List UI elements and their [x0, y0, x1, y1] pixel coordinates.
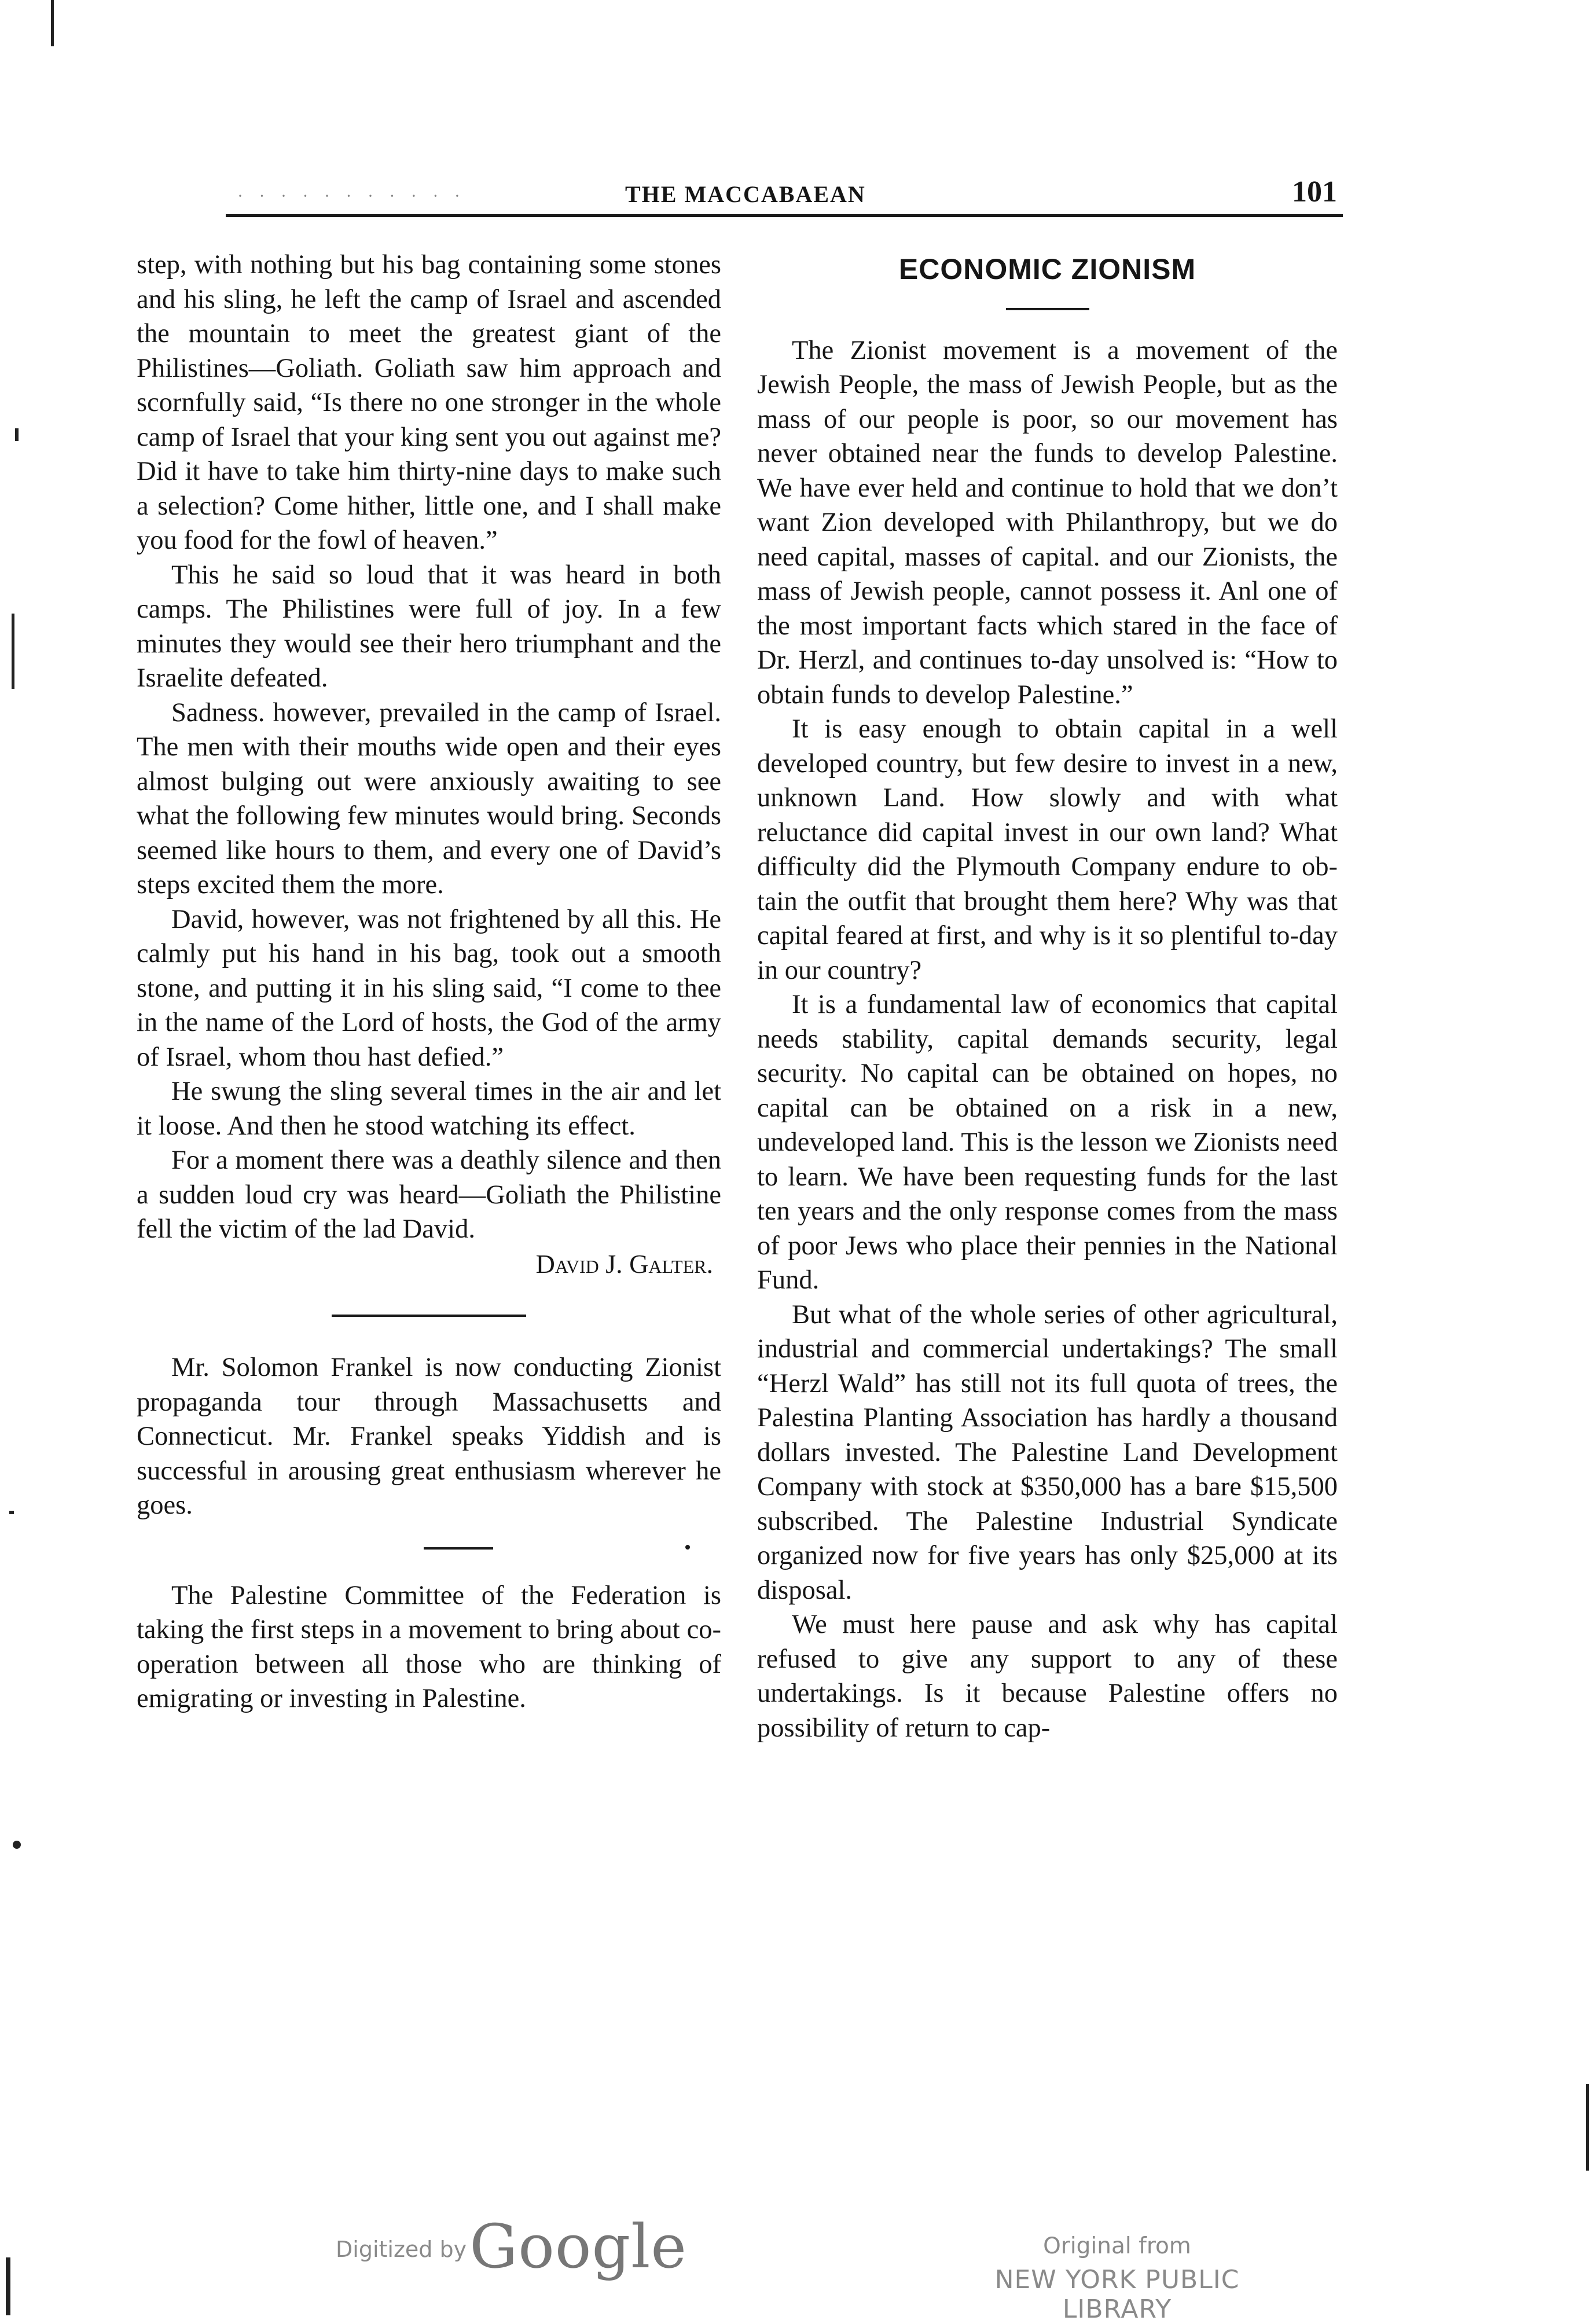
title-rule — [1006, 308, 1089, 310]
right-column — [757, 248, 1338, 1745]
author-signature: David J. Galter. — [535, 1249, 713, 1279]
section-divider — [332, 1315, 526, 1317]
article-paragraph: It is a fundamental law of economics that capital needs stability, capital demands security, legal security. No capital can be obtained on hopes, no capital can be obtained on a risk in a new, undeveloped land. This is the lesson we Zionists need to learn. We have been requesting funds for the last ten years and the only response comes from the mass of poor Jews who place their pennies in the National Fund. — [757, 990, 1338, 1295]
scan-mark — [51, 0, 54, 46]
scan-mark — [13, 1841, 21, 1849]
journal-title: THE MACCABAEAN — [625, 181, 866, 207]
library-source-mark — [938, 2233, 1297, 2324]
story-paragraph: This he said so loud that it was heard in both camps. The Philistines were full of joy. In a few minutes they would see their hero triumphant and the Israelite defeated. — [137, 560, 721, 693]
section-divider — [424, 1547, 493, 1550]
library-name: NEW YORK PUBLIC LIBRARY — [994, 2265, 1240, 2324]
news-note-frankel: Mr. Solomon Frankel is now conducting Zionist propaganda tour through Massachusetts and Connecticut. Mr. Frankel speaks Yiddish and is successful in arousing great enthusiasm wherever he goes. — [137, 1353, 721, 1520]
story-paragraph: For a moment there was a deathly silence and then a sudden loud cry was heard—Goliath the Philistine fell the victim of the lad David. — [137, 1146, 721, 1244]
page-number: 101 — [1292, 175, 1337, 208]
scan-mark — [1586, 2084, 1589, 2171]
header-dots: · · · · · · · · · · · — [237, 186, 466, 205]
digitized-by-label: Digitized by — [336, 2237, 467, 2262]
original-from-label: Original from — [1043, 2233, 1191, 2259]
story-paragraph: step, with nothing but his bag containing some stones and his sling, he left the camp of Israel and ascended the mountain to meet the greatest giant of the Philistines—Goliath. Goliath saw him approach and scornfully said, “Is there no one stronger in the whole camp of Israel that your king sent you out against me? Did it have to take him thirty-nine days to make such a selection? Come hither, little one, and I shall make you food for the fowl of heaven.” — [137, 250, 721, 555]
article-paragraph: But what of the whole series of other agricultural, industrial and commercial undertakings? The small “Herzl Wald” has still not its full quota of trees, the Palestina Planting Association has hardly a thousand dollars invested. The Palestine Land Development Company with stock at $350,000 has a bare $15,500 subscribed. The Palestine Industrial Syndicate organized now for five years has only $25,000 at its disposal. — [757, 1299, 1338, 1605]
story-paragraph: David, however, was not frightened by all this. He calmly put his hand in his bag, took out a smooth stone, and putting it in his sling said, “I come to thee in the name of the Lord of hosts, the God of the army of Israel, whom thou hast defied.” — [137, 904, 721, 1072]
scan-mark — [6, 2257, 10, 2315]
article-title: ECONOMIC ZIONISM — [898, 253, 1196, 285]
story-paragraph: He swung the sling several times in the air and let it loose. And then he stood watching its effect. — [137, 1077, 721, 1141]
left-column — [137, 248, 721, 1716]
article-paragraph: The Zionist movement is a movement of the Jewish People, the mass of Jewish People, but as the mass of our people is poor, so our movement has never obtained near the funds to develop Palestine. We have ever held and continue to hold that we don’t want Zion developed with Philanthropy, but we do need capital, masses of capital. and our Zionists, the mass of Jewish people, cannot possess it. Anl one of the most important facts which stared in the face of Dr. Herzl, and continues to-day unsolved is: “How to obtain funds to develop Palestine.” — [757, 335, 1338, 710]
google-logo: Google — [469, 2211, 687, 2282]
scan-mark — [12, 614, 14, 689]
divider-dot — [685, 1545, 690, 1550]
scan-mark — [9, 1511, 14, 1514]
story-paragraph: Sadness. however, prevailed in the camp of Israel. The men with their mouths wide open and their eyes almost bulging out were anxiously awaiting to see what the following few minutes would bring. Seconds seemed like hours to them, and every one of David’s steps excited them the more. — [137, 697, 721, 900]
google-digitization-mark — [336, 2211, 687, 2282]
article-paragraph: We must here pause and ask why has capital refused to give any support to any of these undertakings. Is it because Palestine offers no possibility of return to cap- — [757, 1610, 1338, 1743]
running-header — [226, 176, 1343, 217]
scan-mark — [15, 428, 19, 441]
article-paragraph: It is easy enough to obtain capital in a well developed country, but few desire to invest in a new, unknown Land. How slowly and with what reluctance did capital invest in our own land? What difficulty did the Plymouth Company endure to obtain the outfit that brought them here? Why was that capital feared at first, and why is it so plentiful to-day in our country? — [757, 714, 1338, 985]
news-note-committee: The Palestine Committee of the Federation is taking the first steps in a movement to bring about co-operation between all those who are thinking of emigrating or investing in Palestine. — [137, 1580, 721, 1713]
